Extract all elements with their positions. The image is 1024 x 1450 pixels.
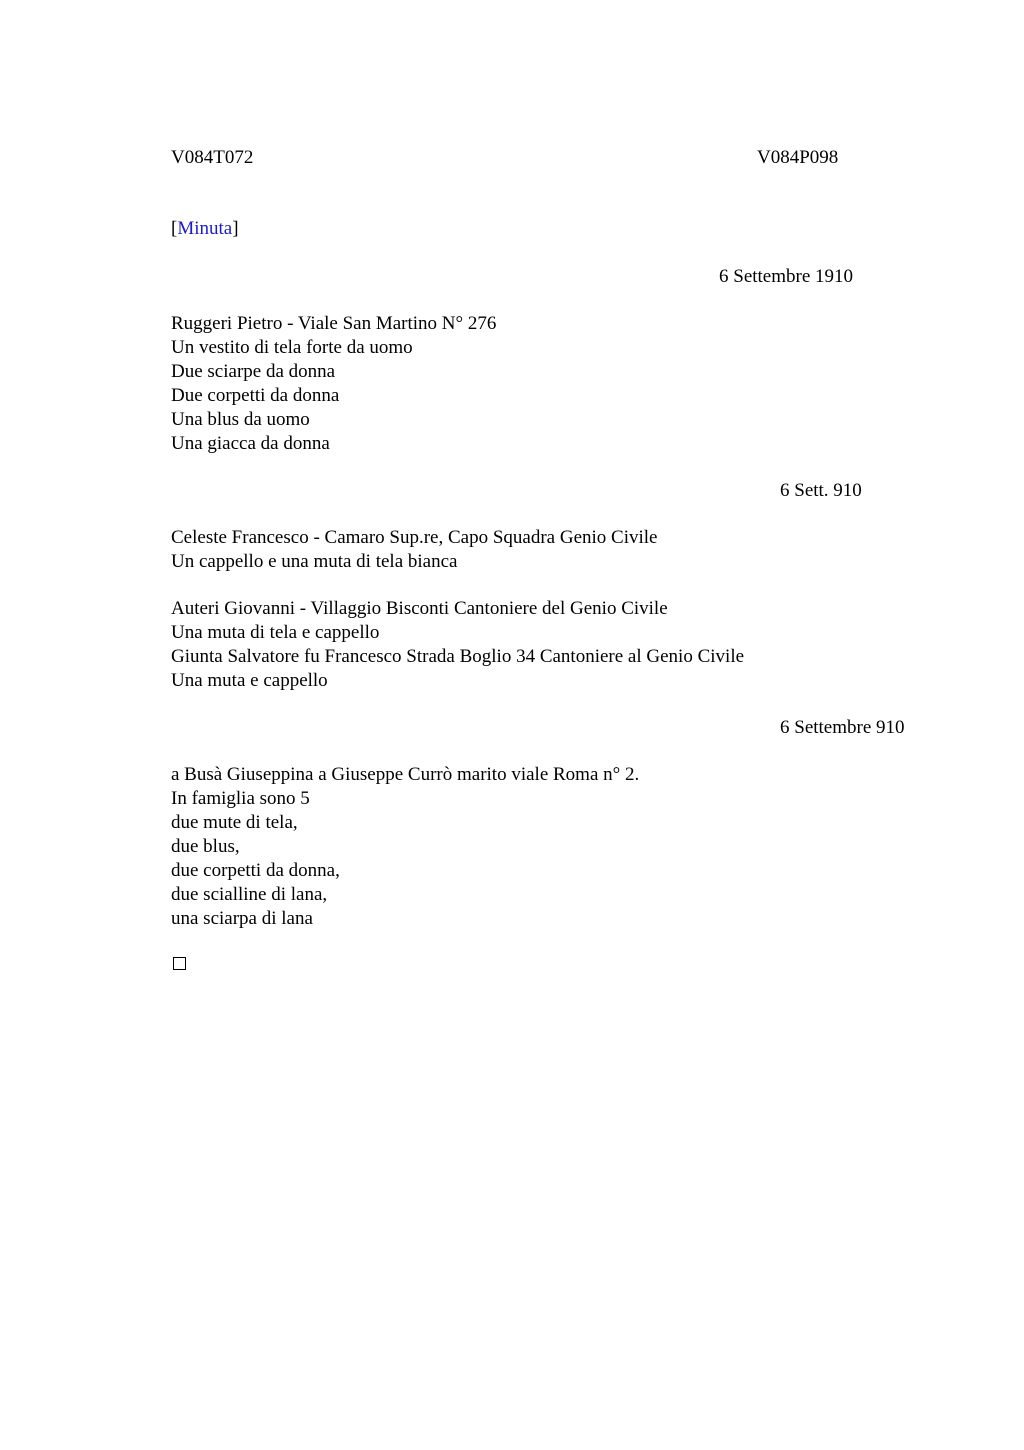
document-code-left: V084T072 [171,147,254,168]
entry-line: due mute di tela, [171,812,298,833]
entry-line: Giunta Salvatore fu Francesco Strada Boglio 34 Cantoniere al Genio Civile [171,646,745,667]
open-bracket: [ [171,218,178,239]
entry-line: Celeste Francesco - Camaro Sup.re, Capo Squadra Genio Civile [171,527,658,548]
entry-line: Una muta di tela e cappello [171,622,380,643]
entry-line: Una blus da uomo [171,409,310,430]
entry-line: Due sciarpe da donna [171,361,336,382]
entry-line: Ruggeri Pietro - Viale San Martino N° 276 [171,313,497,334]
entry-line: Un vestito di tela forte da uomo [171,337,413,358]
section-3-entry [171,763,639,931]
entry-line: Auteri Giovanni - Villaggio Bisconti Cantoniere del Genio Civile [171,598,668,619]
section-date: 6 Settembre 910 [780,717,905,738]
section-date: 6 Sett. 910 [780,480,862,501]
entry-line: Una giacca da donna [171,433,330,454]
close-bracket: ] [232,218,239,239]
entry-line: due corpetti da donna, [171,860,340,881]
entry-line: una sciarpa di lana [171,908,313,929]
section-2-entry-b [171,597,744,693]
document-code-right: V084P098 [757,147,839,168]
empty-square-icon [173,957,186,970]
entry-line: Un cappello e una muta di tela bianca [171,551,458,572]
entry-line: due blus, [171,836,240,857]
entry-line: a Busà Giuseppina a Giuseppe Currò marito viale Roma n° 2. [171,764,640,785]
entry-line: Una muta e cappello [171,670,328,691]
minuta-link[interactable]: Minuta [177,218,233,239]
entry-line: due scialline di lana, [171,884,328,905]
minuta-label [171,217,239,241]
section-2-entry-a [171,526,658,574]
entry-line: In famiglia sono 5 [171,788,310,809]
entry-line: Due corpetti da donna [171,385,340,406]
section-date: 6 Settembre 1910 [719,266,854,287]
section-1-entry [171,312,496,456]
